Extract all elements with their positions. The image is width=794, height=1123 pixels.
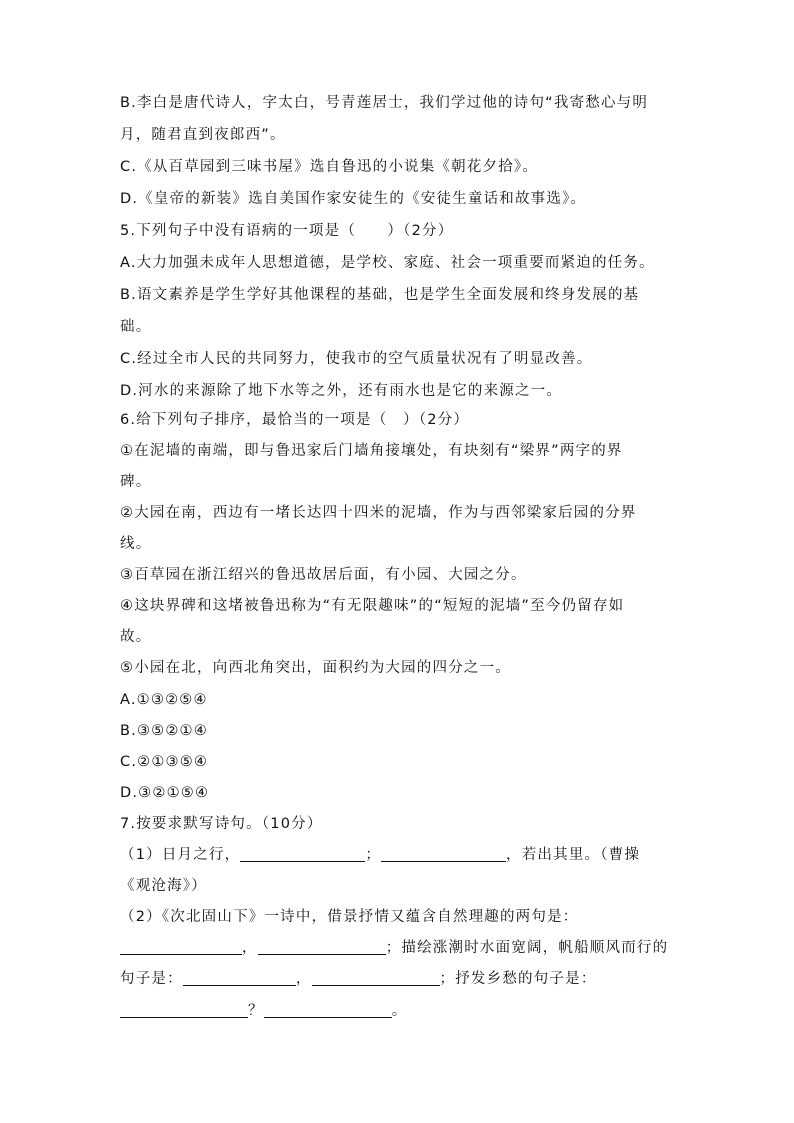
q7-part2-line3 [120, 969, 597, 989]
q7-stem: 7.按要求默写诗句。（10分） [120, 816, 323, 832]
q5-option-a: A.大力加强未成年人思想道德，是学校、家庭、社会一项重要而紧迫的任务。 [120, 255, 655, 271]
q7-part2-line3-prefix: 句子是： [120, 971, 183, 987]
q7-part1-line1 [120, 845, 640, 865]
q6-sentence-1-line2: 碑。 [120, 474, 152, 490]
answer-blank-7[interactable] [120, 1001, 248, 1018]
comma: ， [242, 940, 258, 956]
answer-blank-1[interactable] [240, 845, 365, 862]
answer-blank-3[interactable] [120, 938, 242, 955]
answer-blank-2[interactable] [381, 845, 506, 862]
q5-option-d: D.河水的来源除了地下水等之外，还有雨水也是它的来源之一。 [120, 383, 563, 399]
q6-sentence-1-line1: ①在泥墙的南端，即与鲁迅家后门墙角接壤处，有块刻有“梁界”两字的界 [120, 443, 623, 459]
q6-sentence-2-line1: ②大园在南，西边有一堵长达四十四米的泥墙，作为与西邻梁家后园的分界 [120, 505, 637, 521]
q6-option-c: C.②①③⑤④ [120, 754, 209, 770]
q4-option-d: D.《皇帝的新装》选自美国作家安徒生的《安徒生童话和故事选》。 [120, 191, 587, 207]
q6-sentence-3: ③百草园在浙江绍兴的鲁迅故居后面，有小园、大园之分。 [120, 567, 527, 583]
answer-blank-4[interactable] [258, 938, 386, 955]
period: 。 [391, 1003, 408, 1019]
q7-part2-line3-suffix: ；抒发乡愁的句子是： [439, 971, 597, 987]
answer-blank-8[interactable] [264, 1001, 392, 1018]
q7-part1-prefix: （1）日月之行， [120, 847, 241, 863]
q6-sentence-5: ⑤小园在北，向西北角突出，面积约为大园的四分之一。 [120, 660, 511, 676]
q7-part1-sep: ； [365, 847, 382, 863]
q5-option-b-line1: B.语文素养是学生学好其他课程的基础，也是学生全面发展和终身发展的基 [120, 287, 640, 303]
answer-blank-6[interactable] [312, 969, 440, 986]
q5-stem: 5.下列句子中没有语病的一项是（ ）（2分） [120, 223, 454, 239]
q7-part2-line1: （2）《次北固山下》一诗中，借景抒情又蕴含自然理趣的两句是： [120, 909, 579, 925]
q6-sentence-2-line2: 线。 [120, 536, 152, 552]
q6-sentence-4-line1: ④这块界碑和这堵被鲁迅称为“有无限趣味”的“短短的泥墙”至今仍留存如 [120, 598, 625, 614]
q6-sentence-4-line2: 故。 [120, 629, 152, 645]
q7-part1-suffix: ，若出其里。（曹操 [506, 847, 641, 863]
comma: ， [295, 971, 312, 987]
q6-stem: 6.给下列句子排序，最恰当的一项是（ ）（2分） [120, 412, 470, 428]
question-mark: ？ [248, 1003, 264, 1019]
q7-part2-line2 [120, 938, 668, 958]
q4-option-c: C.《从百草园到三味书屋》选自鲁迅的小说集《朝花夕拾》。 [120, 159, 539, 175]
q6-option-a: A.①③②⑤④ [120, 692, 208, 708]
q6-option-d: D.③②①⑤④ [120, 785, 210, 801]
q6-option-b: B.③⑤②①④ [120, 723, 208, 739]
q5-option-c: C.经过全市人民的共同努力，使我市的空气质量状况有了明显改善。 [120, 351, 593, 367]
q7-part1-source: 《观沧海》） [120, 878, 207, 894]
q4-option-b-line2: 月，随君直到夜郎西”。 [120, 127, 286, 143]
q5-option-b-line2: 础。 [120, 319, 152, 335]
q4-option-b-line1: B.李白是唐代诗人，字太白，号青莲居士，我们学过他的诗句“我寄愁心与明 [120, 95, 649, 111]
q7-part2-line4 [120, 1001, 407, 1021]
answer-blank-5[interactable] [183, 969, 296, 986]
q7-part2-mid: ；描绘涨潮时水面宽阔，帆船顺风而行的 [385, 940, 669, 956]
